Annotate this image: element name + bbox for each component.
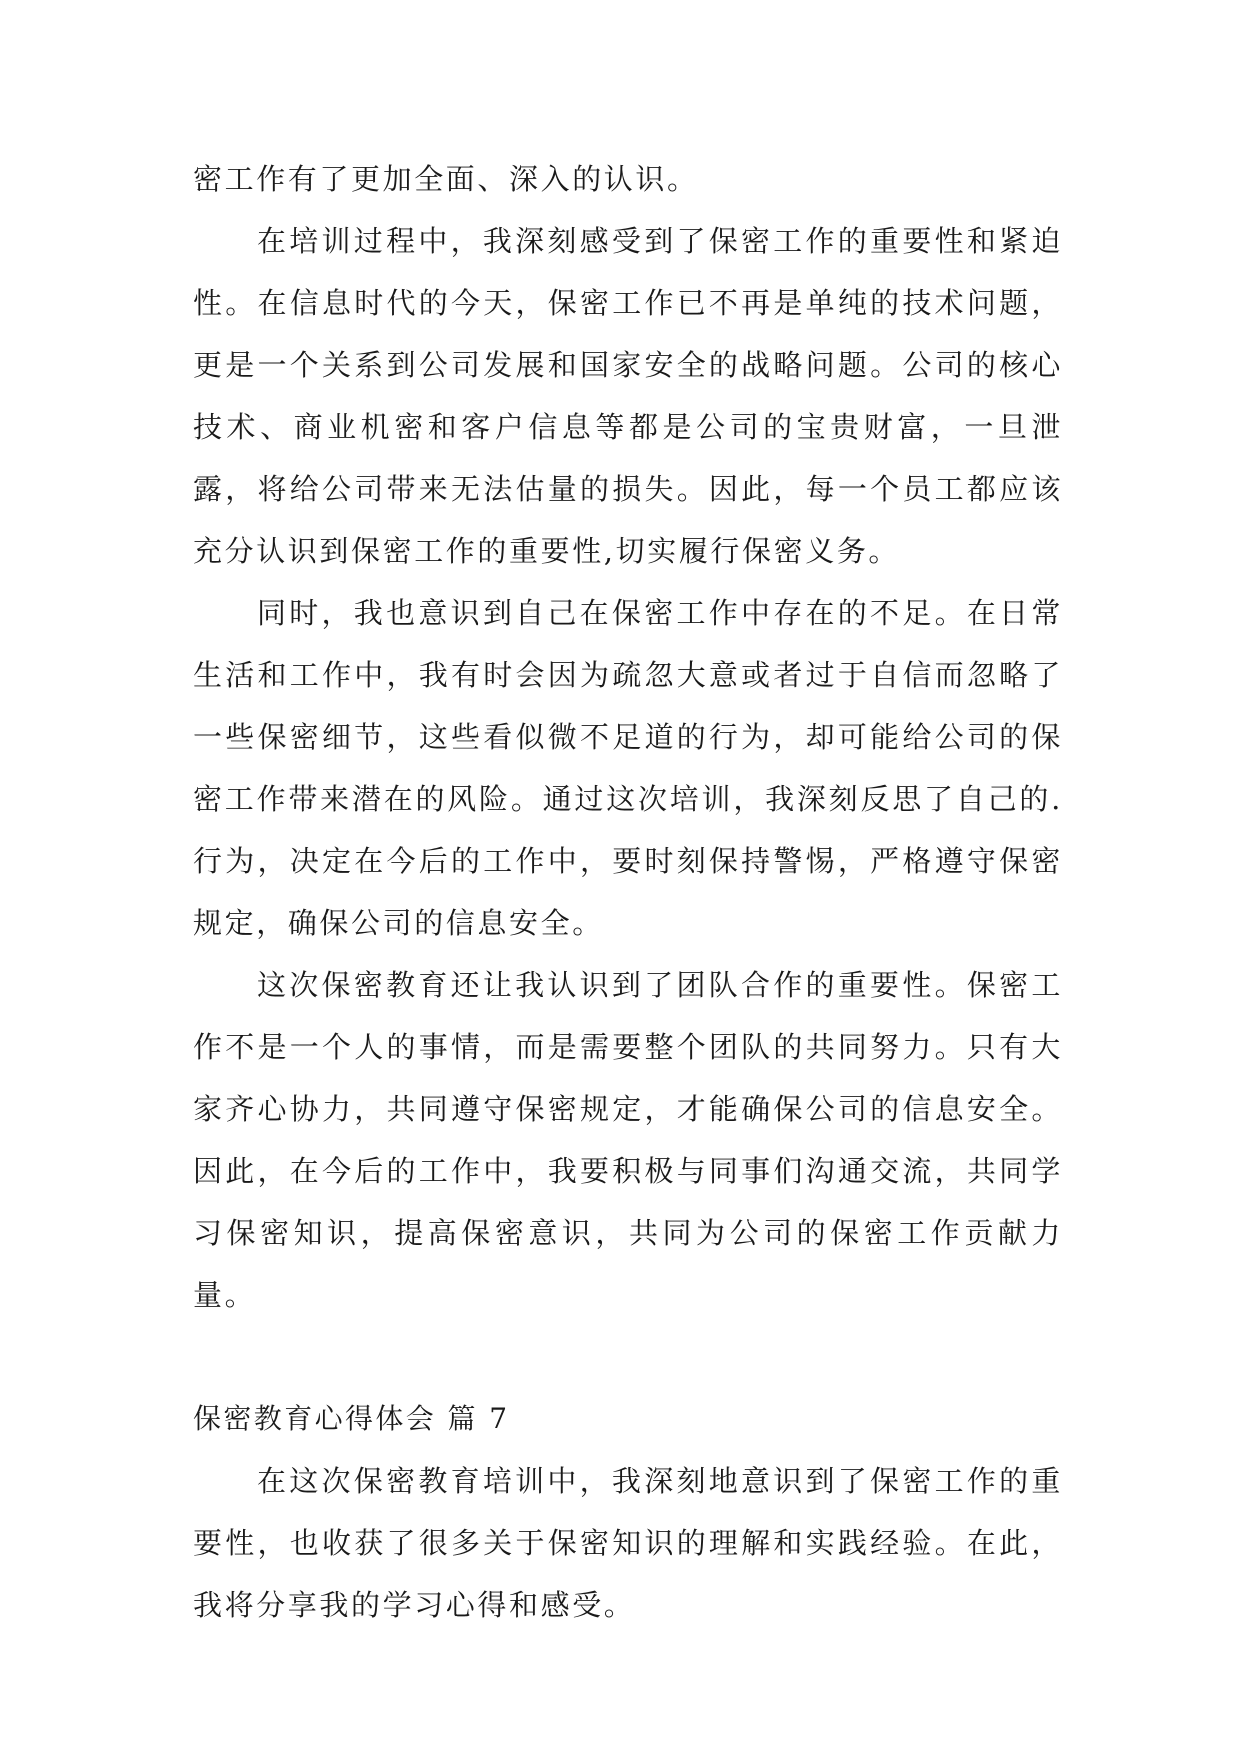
- paragraph-teamwork: 这次保密教育还让我认识到了团队合作的重要性。保密工作不是一个人的事情，而是需要整个团队的共同努力。只有大家齐心协力，共同遵守保密规定，才能确保公司的信息安全。因此，在今后的工作中，我要积极与同事们沟通交流，共同学习保密知识，提高保密意识，共同为公司的保密工作贡献力量。: [193, 968, 1063, 1312]
- section-heading: 保密教育心得体会 篇 7: [193, 1402, 510, 1435]
- paragraph-importance: 在培训过程中，我深刻感受到了保密工作的重要性和紧迫性。在信息时代的今天，保密工作已不再是单纯的技术问题，更是一个关系到公司发展和国家安全的战略问题。公司的核心技术、商业机密和客户信息等都是公司的宝贵财富，一旦泄露，将给公司带来无法估量的损失。因此，每一个员工都应该充分认识到保密工作的重要性,切实履行保密义务。: [193, 224, 1063, 568]
- section-spacer: [193, 1326, 1063, 1388]
- continuation-paragraph: 密工作有了更加全面、深入的认识。: [193, 162, 699, 196]
- document-body: [193, 148, 1063, 1636]
- paragraph-shortcomings: 同时，我也意识到自己在保密工作中存在的不足。在日常生活和工作中，我有时会因为疏忽大意或者过于自信而忽略了一些保密细节，这些看似微不足道的行为，却可能给公司的保密工作带来潜在的风险。通过这次培训，我深刻反思了自己的.行为，决定在今后的工作中，要时刻保持警惕，严格遵守保密规定，确保公司的信息安全。: [193, 596, 1063, 940]
- paragraph-section-intro: 在这次保密教育培训中，我深刻地意识到了保密工作的重要性，也收获了很多关于保密知识的理解和实践经验。在此，我将分享我的学习心得和感受。: [193, 1464, 1063, 1622]
